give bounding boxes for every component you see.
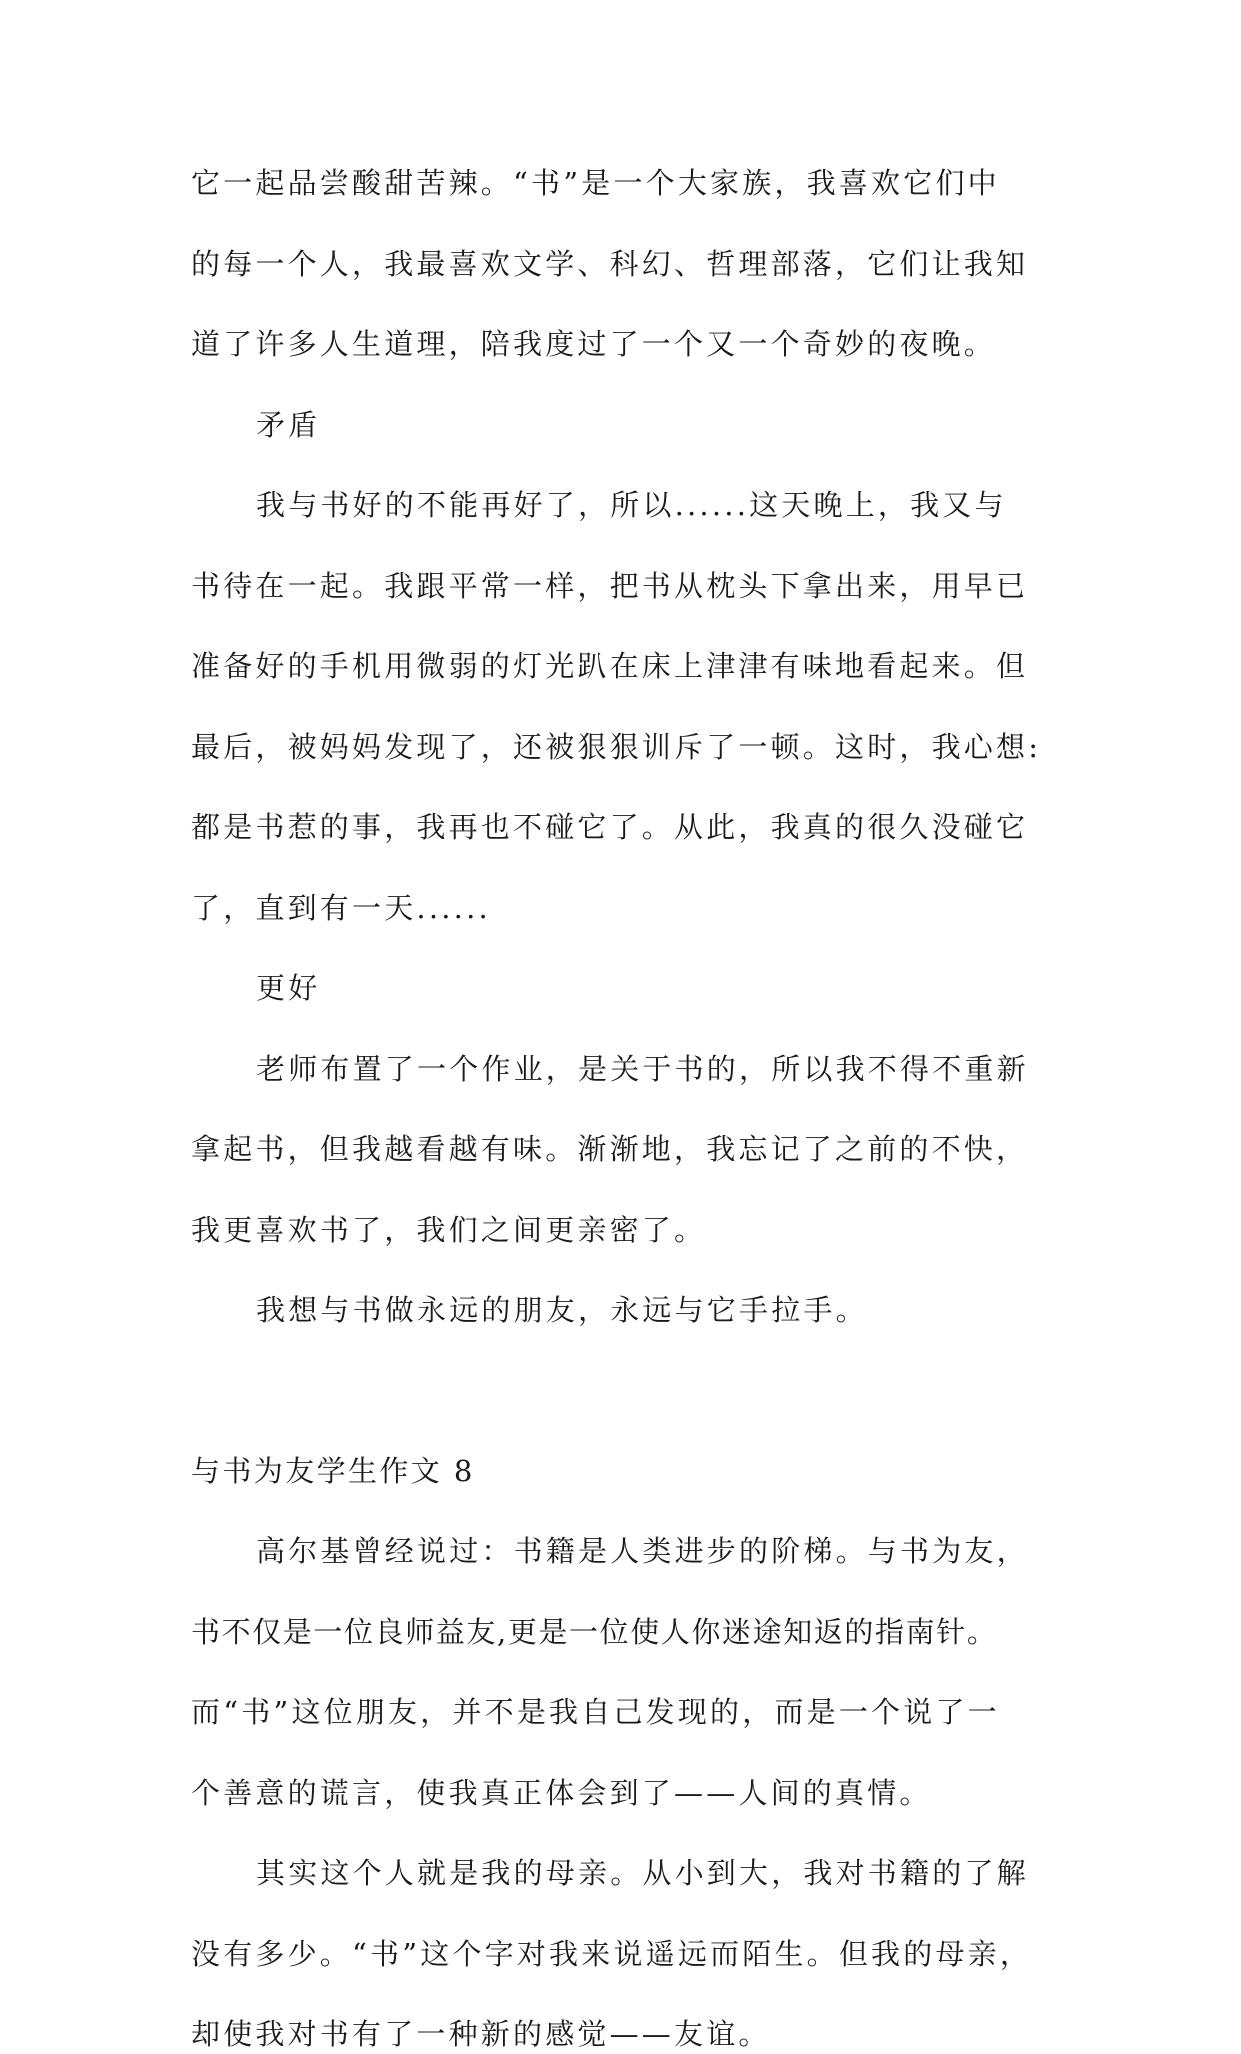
section-heading-genghao: 更好 — [256, 971, 321, 1005]
text-line: 其实这个人就是我的母亲。从小到大，我对书籍的了解 — [256, 1856, 1029, 1890]
text-line: 它一起品尝酸甜苦辣。“书”是一个大家族，我喜欢它们中 — [191, 166, 1000, 200]
text-line: 准备好的手机用微弱的灯光趴在床上津津有味地看起来。但 — [191, 649, 1029, 683]
text-line: 却使我对书有了一种新的感觉——友谊。 — [191, 2017, 771, 2051]
text-line: 拿起书，但我越看越有味。渐渐地，我忘记了之前的不快， — [191, 1132, 1029, 1166]
text-line: 我与书好的不能再好了，所以......这天晚上，我又与 — [256, 488, 1007, 522]
text-line: 而“书”这位朋友，并不是我自己发现的，而是一个说了一 — [191, 1695, 1000, 1729]
text-line: 书待在一起。我跟平常一样，把书从枕头下拿出来，用早已 — [191, 568, 1029, 603]
text-line: 了，直到有一天...... — [191, 890, 491, 925]
text-line: 最后，被妈妈发现了，还被狠狠训斥了一顿。这时，我心想: — [191, 729, 1042, 764]
text-line: 书不仅是一位良师益友,更是一位使人你迷途知返的指南针。 — [191, 1614, 998, 1649]
essay-title: 与书为友学生作文 8 — [191, 1453, 475, 1488]
text-line: 都是书惹的事，我再也不碰它了。从此，我真的很久没碰它 — [191, 810, 1029, 844]
section-heading-maodun: 矛盾 — [256, 407, 321, 442]
text-line: 没有多少。“书”这个字对我来说遥远而陌生。但我的母亲， — [191, 1936, 1033, 1971]
text-line: 的每一个人，我最喜欢文学、科幻、哲理部落，它们让我知 — [191, 246, 1029, 281]
text-line: 高尔基曾经说过：书籍是人类进步的阶梯。与书为友， — [256, 1534, 1029, 1568]
text-line: 我想与书做永远的朋友，永远与它手拉手。 — [256, 1293, 868, 1327]
text-line: 老师布置了一个作业，是关于书的，所以我不得不重新 — [256, 1051, 1029, 1086]
text-line: 我更喜欢书了，我们之间更亲密了。 — [191, 1212, 707, 1247]
text-line: 道了许多人生道理，陪我度过了一个又一个奇妙的夜晚。 — [191, 327, 997, 361]
text-line: 个善意的谎言，使我真正体会到了——人间的真情。 — [191, 1775, 932, 1810]
document-body — [191, 163, 1051, 2054]
